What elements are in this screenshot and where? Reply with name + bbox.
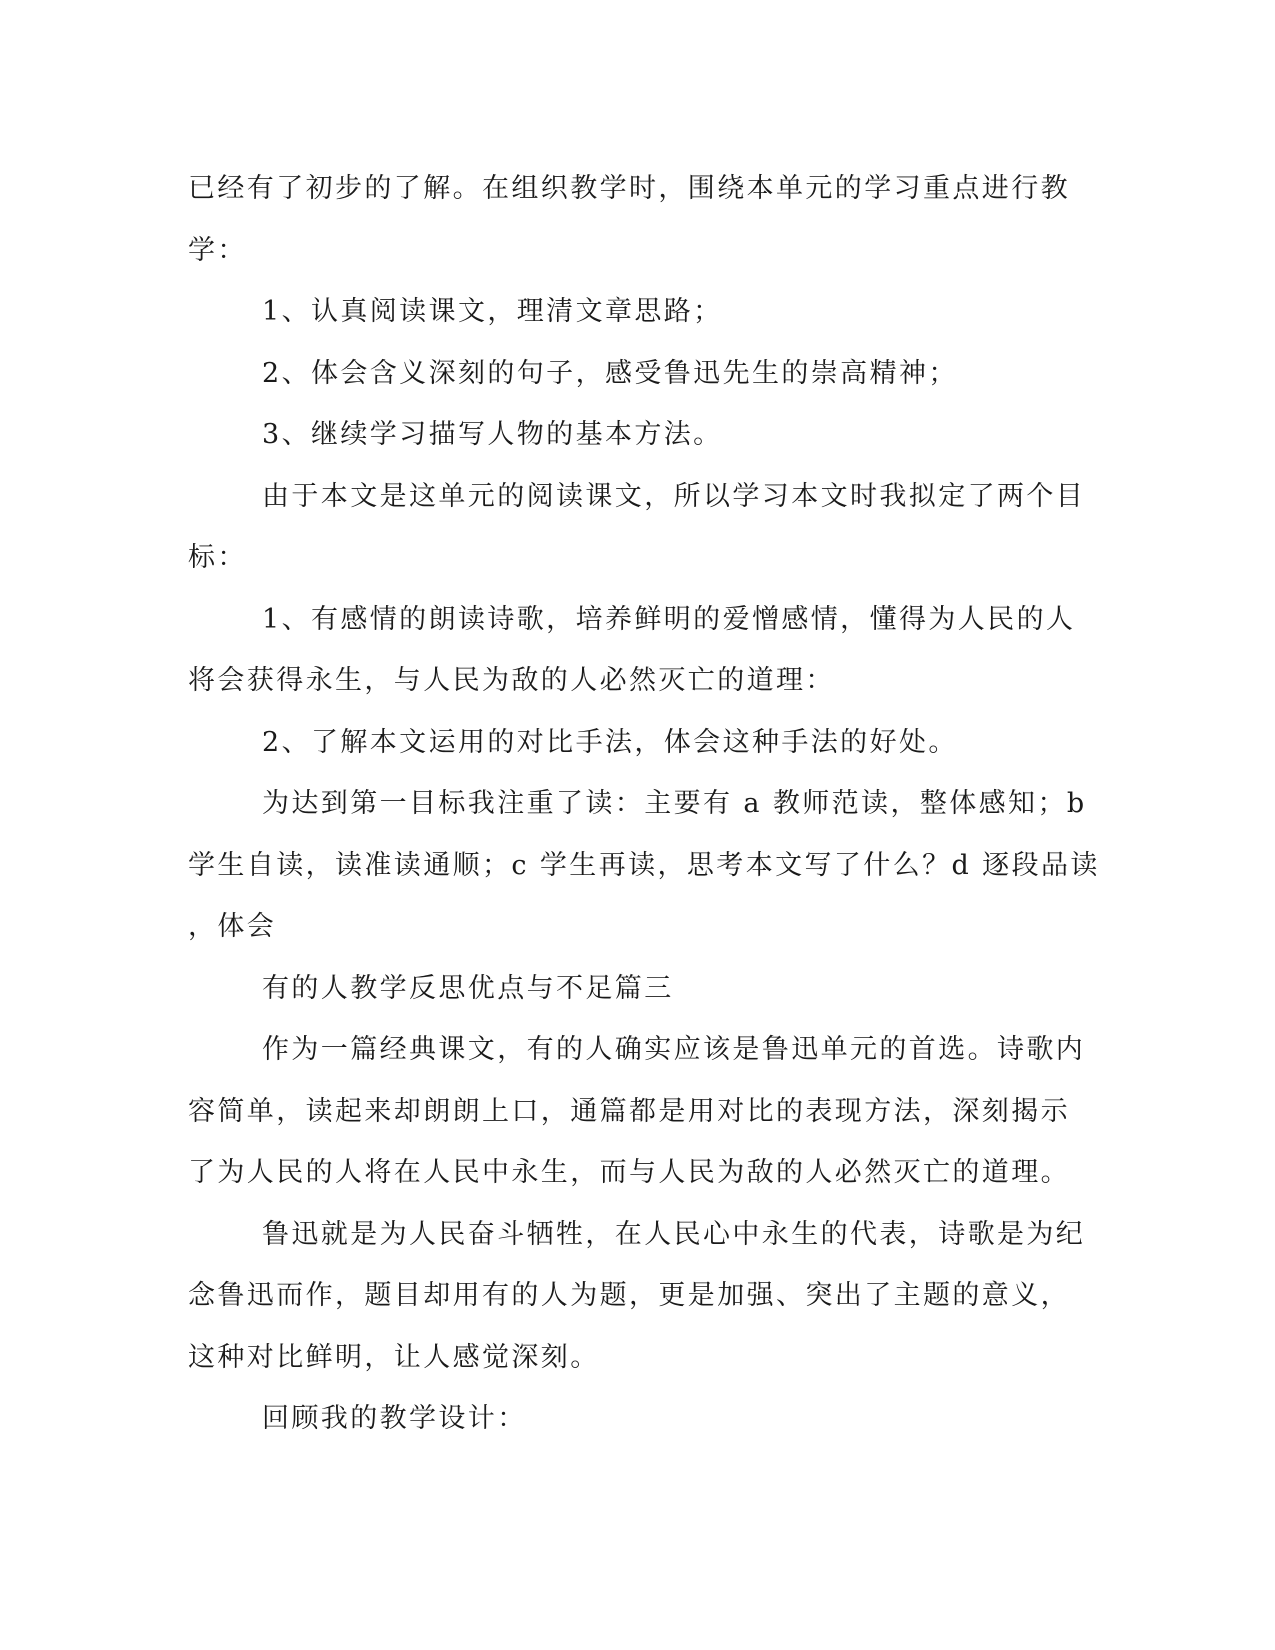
paragraph-start: 回顾我的教学设计： xyxy=(262,1403,527,1434)
paragraph-start: 由于本文是这单元的阅读课文，所以学习本文时我拟定了两个目 xyxy=(262,480,1086,512)
text-line: 容简单，读起来却朗朗上口，通篇都是用对比的表现方法，深刻揭示 xyxy=(188,1095,1070,1127)
text-line: 将会获得永生，与人民为敌的人必然灭亡的道理： xyxy=(188,665,835,696)
text-line: 标： xyxy=(188,542,247,573)
paragraph-start: 作为一篇经典课文，有的人确实应该是鲁迅单元的首选。诗歌内 xyxy=(262,1034,1086,1065)
list-item: 2、了解本文运用的对比手法，体会这种手法的好处。 xyxy=(262,726,958,758)
text-line: 学生自读，读准读通顺；c 学生再读，思考本文写了什么？d 逐段品读 xyxy=(188,849,1100,881)
paragraph-start: 为达到第一目标我注重了读：主要有 a 教师范读，整体感知；b xyxy=(262,788,1087,819)
text-line: 学： xyxy=(188,234,247,266)
text-line: 了为人民的人将在人民中永生，而与人民为敌的人必然灭亡的道理。 xyxy=(188,1157,1070,1188)
list-item: 1、有感情的朗读诗歌，培养鲜明的爱憎感情，懂得为人民的人 xyxy=(262,603,1076,635)
section-heading: 有的人教学反思优点与不足篇三 xyxy=(262,972,674,1004)
paragraph-start: 鲁迅就是为人民奋斗牺牲，在人民心中永生的代表，诗歌是为纪 xyxy=(262,1218,1086,1250)
text-line: ，体会 xyxy=(188,911,277,942)
list-item: 1、认真阅读课文，理清文章思路； xyxy=(262,296,723,327)
text-line: 这种对比鲜明，让人感觉深刻。 xyxy=(188,1341,600,1373)
text-line: 念鲁迅而作，题目却用有的人为题，更是加强、突出了主题的意义， xyxy=(188,1280,1070,1311)
list-item: 3、继续学习描写人物的基本方法。 xyxy=(262,419,723,450)
document-body xyxy=(188,158,1100,1450)
text-line: 已经有了初步的了解。在组织教学时，围绕本单元的学习重点进行教 xyxy=(188,173,1070,204)
list-item: 2、体会含义深刻的句子，感受鲁迅先生的崇高精神； xyxy=(262,357,958,389)
